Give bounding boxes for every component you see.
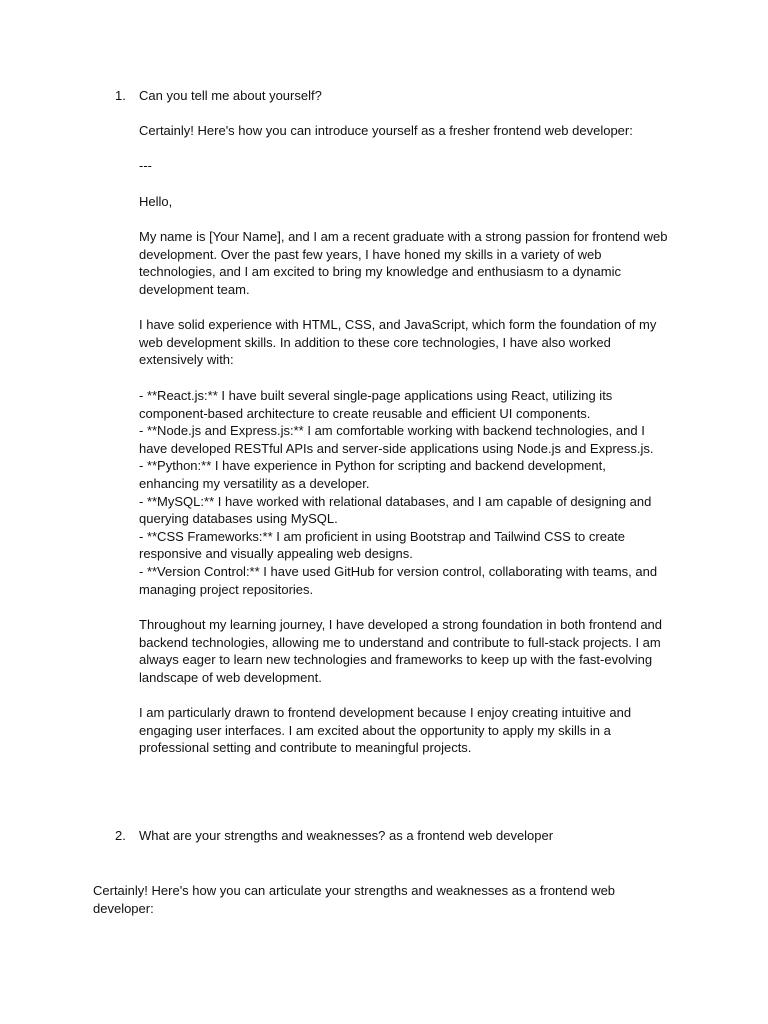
question-2-text: What are your strengths and weaknesses? as a frontend web developer <box>139 828 554 843</box>
paragraph-line: development team. <box>139 281 250 297</box>
paragraph-line: developer: <box>93 900 154 916</box>
list-item: enhancing my versatility as a developer. <box>139 475 370 491</box>
list-item: - **React.js:** I have built several single-page applications using React, utilizing its <box>139 388 613 403</box>
list-item: component-based architecture to create reusable and efficient UI components. <box>139 405 591 421</box>
paragraph-line: professional setting and contribute to meaningful projects. <box>139 740 472 756</box>
list-item: responsive and visually appealing web designs. <box>139 546 413 562</box>
paragraph-line: engaging user interfaces. I am excited about the opportunity to apply my skills in a <box>139 722 611 738</box>
paragraph-line: web development skills. In addition to these core technologies, I have also worked <box>139 334 611 350</box>
paragraph-line: My name is [Your Name], and I am a recent graduate with a strong passion for frontend web <box>139 229 668 244</box>
answer-1-greeting <box>139 193 679 211</box>
list-item: have developed RESTful APIs and server-side applications using Node.js and Express.js. <box>139 440 654 456</box>
question-1-text: Can you tell me about yourself? <box>139 88 322 103</box>
paragraph-line: always eager to learn new technologies and frameworks to keep up with the fast-evolving <box>139 652 653 668</box>
answer-1-skills-list <box>139 387 679 598</box>
paragraph-line: landscape of web development. <box>139 669 322 685</box>
answer-1-intro-line: Certainly! Here's how you can introduce yourself as a fresher frontend web developer: <box>139 123 633 138</box>
answer-1-paragraph-2 <box>139 316 679 369</box>
list-item: - **Version Control:** I have used GitHub for version control, collaborating with teams, and <box>139 563 658 579</box>
paragraph-line: I am particularly drawn to frontend development because I enjoy creating intuitive and <box>139 705 632 720</box>
paragraph-line: backend technologies, allowing me to understand and contribute to full-stack projects. I am <box>139 634 661 650</box>
paragraph-line: Throughout my learning journey, I have developed a strong foundation in both frontend and <box>139 617 663 632</box>
list-item: querying databases using MySQL. <box>139 511 338 527</box>
answer-1-paragraph-1 <box>139 228 679 298</box>
paragraph-line: technologies, and I am excited to bring my knowledge and enthusiasm to a dynamic <box>139 264 621 280</box>
separator-line: --- <box>139 158 152 173</box>
answer-1-paragraph-4 <box>139 704 679 757</box>
paragraph-line: Certainly! Here's how you can articulate your strengths and weaknesses as a frontend web <box>93 883 616 898</box>
list-item: - **Node.js and Express.js:** I am comfortable working with backend technologies, and I <box>139 423 645 439</box>
answer-2-intro <box>93 882 673 917</box>
answer-1-separator <box>139 157 679 175</box>
greeting-line: Hello, <box>139 194 173 209</box>
paragraph-line: development. Over the past few years, I have honed my skills in a variety of web <box>139 246 602 262</box>
list-item: managing project repositories. <box>139 581 314 597</box>
paragraph-line: I have solid experience with HTML, CSS, and JavaScript, which form the foundation of my <box>139 317 657 332</box>
question-1-number: 1. <box>115 88 126 103</box>
question-2-number: 2. <box>115 828 126 843</box>
list-item: - **CSS Frameworks:** I am proficient in using Bootstrap and Tailwind CSS to create <box>139 528 626 544</box>
list-item: - **MySQL:** I have worked with relational databases, and I am capable of designing and <box>139 493 652 509</box>
answer-1-paragraph-3 <box>139 616 679 686</box>
paragraph-line: extensively with: <box>139 352 234 368</box>
list-item: - **Python:** I have experience in Python for scripting and backend development, <box>139 458 606 474</box>
answer-1-intro <box>139 122 679 140</box>
